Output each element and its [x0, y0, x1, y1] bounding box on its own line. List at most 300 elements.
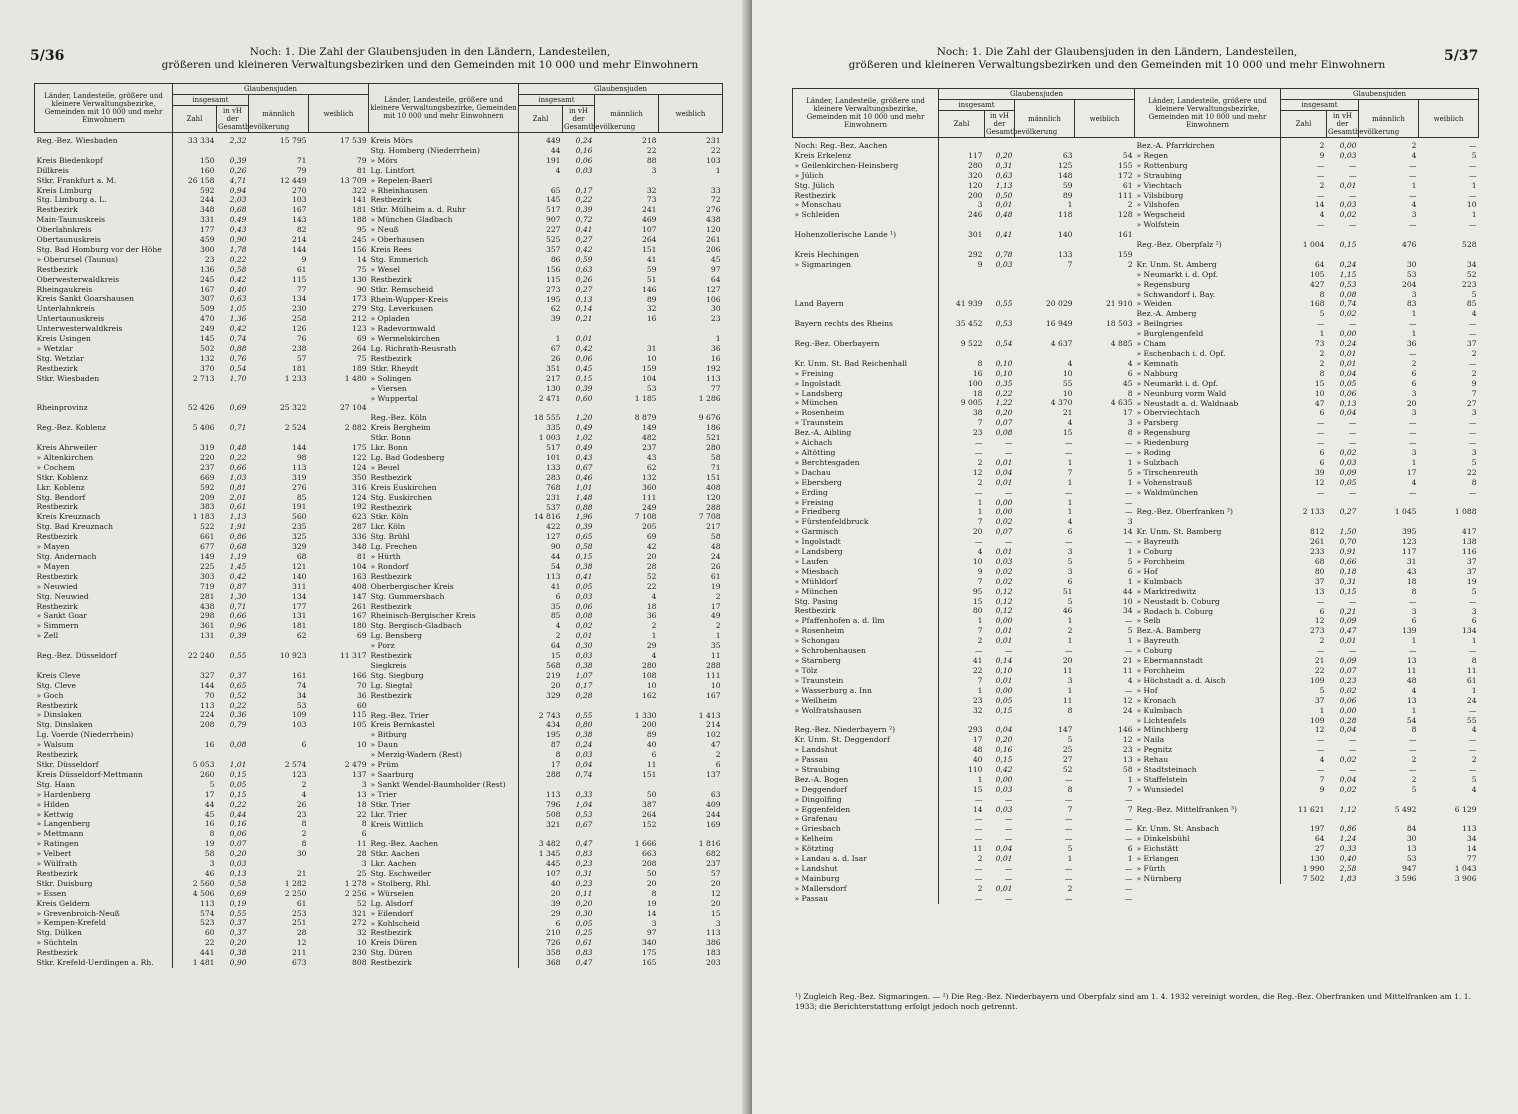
total-count: 130 [546, 383, 561, 393]
female-count: — [1124, 447, 1133, 457]
region-name: » Sankt Goar [35, 611, 173, 621]
table-row [1135, 844, 1479, 854]
female-count: 3 [361, 779, 367, 789]
table-row [35, 750, 369, 760]
percent-of-population [1327, 517, 1359, 527]
male-count: 560 [292, 512, 307, 522]
female-count: 12 [1122, 695, 1133, 705]
male-count: — [1064, 774, 1073, 784]
male-count: 98 [296, 452, 307, 462]
total-count: 523 [200, 918, 215, 928]
percent-of-population: 0,66 [229, 462, 247, 472]
total-count: 4 [1319, 210, 1325, 220]
header-maennlich: männlich [1015, 100, 1075, 138]
region-name: » Neuwied [35, 582, 173, 592]
region-name: » Dingolfing [793, 795, 939, 805]
female-count: 58 [710, 532, 721, 542]
total-count: 293 [968, 725, 983, 735]
region-name: » Starnberg [793, 656, 939, 666]
table-row [793, 696, 1135, 706]
total-count: 5 [209, 779, 215, 789]
total-count [1281, 795, 1327, 805]
male-count: 3 [1067, 547, 1073, 557]
total-count: — [1316, 735, 1325, 745]
total-count: 9 [1319, 784, 1325, 794]
total-count [173, 750, 217, 760]
region-name [1135, 795, 1281, 805]
male-count: 241 [642, 205, 657, 215]
total-count [173, 730, 217, 740]
male-count: 3 596 [1394, 873, 1417, 883]
footnote: ¹) Zugleich Reg.-Bez. Sigmaringen. — ²) Die Reg.-Bez. Niederbayern und Oberpfalz sind am 1. 4. 1932 vereinigt worden, die Reg.-Bez. Oberfranken und Mittelfranken am 1. 1. 1933; die Berichterstattung erfolgt jedoch noch getrennt. [795, 992, 1471, 1011]
region-name: Reg.-Bez. Niederbayern ²) [793, 725, 939, 735]
percent-of-population: 0,12 [995, 596, 1013, 606]
female-count: — [1468, 329, 1477, 339]
male-count: 40 [646, 740, 657, 750]
male-count: 68 [296, 551, 307, 561]
female-count [1075, 715, 1135, 725]
table-row [35, 710, 369, 720]
male-count: — [1408, 190, 1417, 200]
female-count: 8 [1127, 428, 1133, 438]
table-row [369, 423, 723, 433]
percent-of-population [985, 280, 1015, 290]
male-count: 238 [292, 344, 307, 354]
male-count [1359, 498, 1419, 508]
region-name: Kreis Usingen [35, 334, 173, 344]
total-count: — [974, 893, 983, 903]
male-count: — [1408, 160, 1417, 170]
percent-of-population: 0,31 [575, 869, 593, 879]
female-count: 9 [1471, 378, 1477, 388]
female-count: — [1468, 190, 1477, 200]
region-name: » Burglengenfeld [1135, 329, 1281, 339]
total-count [173, 413, 217, 423]
table-row [35, 156, 369, 166]
female-count: 5 [1471, 586, 1477, 596]
total-count: 9 [1319, 150, 1325, 160]
header-maennlich: männlich [595, 95, 659, 133]
total-count: 131 [200, 631, 215, 641]
male-count: 25 322 [279, 403, 307, 413]
table-row [35, 958, 369, 968]
female-count: 2 [715, 621, 721, 631]
total-count: — [1316, 319, 1325, 329]
table-row [793, 191, 1135, 201]
female-count: 60 [356, 700, 367, 710]
region-name: Kr. Unm. St. Deggendorf [793, 735, 939, 745]
male-count: 208 [642, 859, 657, 869]
male-count: 1 [1411, 329, 1417, 339]
male-count: 63 [1062, 150, 1073, 160]
male-count: — [1408, 745, 1417, 755]
table-row [1135, 706, 1479, 716]
table-row [35, 691, 369, 701]
female-count: 386 [706, 938, 721, 948]
percent-of-population: 0,01 [995, 200, 1013, 210]
region-name: Lkr. Bonn [369, 443, 519, 453]
region-name: » Kronach [1135, 696, 1281, 706]
male-count: 8 [1411, 586, 1417, 596]
percent-of-population: 0,20 [229, 938, 247, 948]
male-count: 3 [1411, 388, 1417, 398]
table-row [369, 740, 723, 750]
female-count: 276 [706, 205, 721, 215]
region-name: Stg. Homberg (Niederrhein) [369, 146, 519, 156]
region-name: Stkr. Krefeld-Uerdingen a. Rh. [35, 958, 173, 968]
region-name: Kreis Rees [369, 245, 519, 255]
region-name: Bayern rechts des Rheins [793, 319, 939, 329]
region-name: Stg. Euskirchen [369, 493, 519, 503]
table-row [793, 537, 1135, 547]
female-count: 682 [706, 849, 721, 859]
percent-of-population: 0,67 [575, 462, 593, 472]
header-pct: in vH der Gesamtbevölkerung [1328, 112, 1400, 136]
region-name: » Simmern [35, 621, 173, 631]
total-count: — [1316, 596, 1325, 606]
female-count: 280 [706, 443, 721, 453]
table-row [369, 285, 723, 295]
region-name: Kr. Unm. St. Amberg [1135, 260, 1281, 270]
percent-of-population: 0,39 [575, 383, 593, 393]
female-count: — [1468, 141, 1477, 150]
table-row [369, 483, 723, 493]
female-count: 19 [710, 581, 721, 591]
total-count: 195 [546, 294, 561, 304]
percent-of-population: 0,49 [575, 423, 593, 433]
total-count: 6 [1319, 457, 1325, 467]
female-count: 350 [352, 472, 367, 482]
female-count: 6 [715, 760, 721, 770]
total-count [519, 780, 563, 790]
total-count: 2 [1319, 636, 1325, 646]
male-count: 42 [646, 542, 657, 552]
region-name: » Eggenfelden [793, 805, 939, 815]
total-count [173, 661, 217, 671]
percent-of-population: 0,20 [229, 849, 247, 859]
percent-of-population: 0,37 [229, 928, 247, 938]
region-name: » Goch [35, 691, 173, 701]
female-count: 7 [1471, 388, 1477, 398]
male-count: 103 [292, 720, 307, 730]
female-count: 113 [1462, 824, 1477, 834]
total-count: 351 [546, 363, 561, 373]
table-row [1135, 339, 1479, 349]
region-name: Oberlahnkreis [35, 225, 173, 235]
percent-of-population: 0,09 [1339, 656, 1357, 666]
region-name [35, 641, 173, 651]
total-count: 132 [200, 353, 215, 363]
left-page [0, 0, 752, 1114]
total-count: 459 [200, 235, 215, 245]
percent-of-population: 0,58 [575, 542, 593, 552]
male-count: 31 [646, 344, 657, 354]
table-row [369, 354, 723, 364]
male-count: 1 [1411, 309, 1417, 319]
percent-of-population: 0,66 [229, 611, 247, 621]
table-row [793, 814, 1135, 824]
total-count: 68 [1314, 557, 1325, 566]
table-row [1135, 359, 1479, 369]
region-name: » Viersen [369, 384, 519, 394]
table-row [35, 839, 369, 849]
male-count [249, 413, 309, 423]
table-row [793, 686, 1135, 696]
region-name: » Hof [1135, 567, 1281, 577]
total-count [1281, 517, 1327, 527]
total-count: 246 [968, 210, 983, 220]
percent-of-population: 2,32 [229, 136, 247, 145]
total-count: 1 [1319, 329, 1325, 339]
total-count: 52 426 [187, 403, 215, 413]
percent-of-population: 0,04 [1339, 725, 1357, 735]
percent-of-population: 0,71 [229, 423, 247, 433]
region-name: Kreis Bergheim [369, 423, 519, 433]
total-count: 370 [200, 363, 215, 373]
region-name: Lkr. Trier [369, 810, 519, 820]
table-row [35, 176, 369, 186]
total-count: — [1316, 170, 1325, 180]
male-count: 113 [292, 462, 307, 472]
female-count: 134 [1462, 626, 1477, 636]
region-name: » Wegscheid [1135, 210, 1281, 220]
male-count: 4 [1067, 358, 1073, 368]
male-count: 230 [292, 304, 307, 314]
female-count: 175 [352, 443, 367, 453]
total-count: 210 [546, 928, 561, 938]
female-count: 4 [1127, 675, 1133, 685]
region-name: » Walsum [35, 740, 173, 750]
table-row [793, 498, 1135, 508]
female-count: 77 [710, 383, 721, 393]
percent-of-population: 0,71 [229, 601, 247, 611]
female-count: 8 [1471, 477, 1477, 487]
female-count: 123 [352, 324, 367, 334]
region-name: Noch: Reg.-Bez. Aachen [793, 138, 939, 151]
total-count: 288 [546, 769, 561, 779]
percent-of-population: 0,55 [575, 710, 593, 720]
region-name: Restbezirk [35, 701, 173, 711]
male-count: 5 [1067, 556, 1073, 566]
percent-of-population: 0,42 [229, 571, 247, 581]
table-row [369, 186, 723, 196]
table-row [369, 384, 723, 394]
region-name: » Höchstadt a. d. Aisch [1135, 676, 1281, 686]
male-count: 23 [296, 809, 307, 819]
total-count: 1 004 [1302, 240, 1325, 250]
female-count: 4 635 [1110, 398, 1133, 408]
male-count: — [1064, 487, 1073, 497]
region-name [793, 290, 939, 300]
percent-of-population: 0,04 [575, 760, 593, 770]
total-count: 249 [200, 324, 215, 334]
table-row [1135, 616, 1479, 626]
region-name: Bez.-A. Pfarrkirchen [1135, 138, 1281, 151]
female-count: 104 [352, 561, 367, 571]
total-count: 303 [200, 571, 215, 581]
female-count: 106 [706, 294, 721, 304]
female-count: 24 [710, 552, 721, 562]
male-count: 140 [1058, 230, 1073, 240]
male-count: 1 [1067, 457, 1073, 467]
table-row [793, 676, 1135, 686]
region-name: Reg.-Bez. Oberfranken ³) [1135, 507, 1281, 517]
total-count: 10 [972, 556, 983, 566]
percent-of-population [217, 750, 249, 760]
table-row [369, 720, 723, 730]
data-table-left-1 [34, 83, 369, 968]
female-count [1075, 290, 1135, 300]
total-count: 18 555 [533, 413, 561, 423]
percent-of-population: 0,28 [575, 690, 593, 700]
region-name: » Geilenkirchen-Heinsberg [793, 161, 939, 171]
region-name: Lg. Siegtal [369, 681, 519, 691]
male-count: 53 [1406, 854, 1417, 864]
total-count: 113 [200, 898, 215, 908]
percent-of-population: 0,04 [995, 844, 1013, 854]
percent-of-population: 0,68 [229, 205, 247, 215]
table-row [35, 631, 369, 641]
female-count: 25 [356, 868, 367, 878]
total-count: 320 [968, 170, 983, 180]
total-count: 23 [204, 254, 215, 264]
region-name [1135, 815, 1281, 825]
female-count: 32 [356, 928, 367, 938]
table-row [35, 651, 369, 661]
table-row [793, 725, 1135, 735]
female-count: 288 [706, 502, 721, 512]
male-count [595, 829, 659, 839]
percent-of-population [1327, 230, 1359, 240]
region-name: » Bayreuth [1135, 537, 1281, 547]
total-count: 17 [972, 735, 983, 745]
percent-of-population: 0,37 [229, 670, 247, 680]
female-count: 61 [1466, 675, 1477, 685]
male-count: — [1408, 170, 1417, 180]
percent-of-population: — [1348, 487, 1357, 497]
male-count: 140 [292, 571, 307, 581]
percent-of-population [563, 324, 595, 334]
table-row [1135, 676, 1479, 686]
percent-of-population: 0,58 [229, 878, 247, 888]
total-count: 438 [200, 601, 215, 611]
male-count: 947 [1402, 864, 1417, 874]
table-row [1135, 220, 1479, 230]
total-count: 127 [546, 532, 561, 542]
table-row [793, 181, 1135, 191]
total-count: 120 [968, 180, 983, 190]
female-count: 19 [1466, 576, 1477, 586]
percent-of-population: 0,20 [995, 150, 1013, 160]
region-name: » Straubing [1135, 171, 1281, 181]
total-count: 156 [546, 264, 561, 274]
table-row [1135, 210, 1479, 220]
female-count: 127 [706, 284, 721, 294]
region-name: Kreis Limburg [35, 186, 173, 196]
table-row [793, 656, 1135, 666]
male-count: 13 [1406, 844, 1417, 854]
table-row [1135, 775, 1479, 785]
percent-of-population: 0,05 [1339, 477, 1357, 487]
percent-of-population: 0,83 [575, 849, 593, 859]
female-count: 2 [1471, 349, 1477, 358]
percent-of-population: 0,10 [995, 665, 1013, 675]
region-name: » Ingolstadt [793, 537, 939, 547]
region-name: Untertaunuskreis [35, 314, 173, 324]
header-region: Länder, Landesteile, größere und kleinere Verwaltungsbezirke, Gemeinden mit 10 000 und mehr Einwohnern [35, 84, 173, 133]
region-name: » Wolfratshausen [793, 706, 939, 716]
female-count: 6 [1127, 566, 1133, 576]
percent-of-population: 0,12 [995, 586, 1013, 596]
female-count: 167 [706, 690, 721, 700]
female-count: 115 [352, 710, 367, 720]
region-name: Stkr. Koblenz [35, 473, 173, 483]
table-row [793, 894, 1135, 904]
table-row [1135, 656, 1479, 666]
male-count: 125 [1058, 160, 1073, 170]
region-name: Restbezirk [35, 364, 173, 374]
table-row [369, 503, 723, 513]
region-name [793, 309, 939, 319]
female-count: — [1468, 160, 1477, 170]
region-name: » Sulzbach [1135, 458, 1281, 468]
total-count: 1 481 [192, 958, 215, 968]
region-name: » Regensburg [1135, 280, 1281, 290]
table-row [35, 938, 369, 948]
table-row [1135, 735, 1479, 745]
percent-of-population: 0,41 [575, 571, 593, 581]
total-count: 45 [204, 809, 215, 819]
male-count: 280 [642, 661, 657, 671]
male-count: 2 [1067, 626, 1073, 636]
percent-of-population: 0,48 [229, 443, 247, 453]
table-row [369, 879, 723, 889]
region-name: Restbezirk [369, 354, 519, 364]
male-count: 18 [646, 601, 657, 611]
total-count: 62 [550, 304, 561, 314]
total-count: 113 [546, 571, 561, 581]
percent-of-population: 0,22 [995, 388, 1013, 398]
total-count: 15 [1314, 378, 1325, 388]
table-row [369, 463, 723, 473]
table-row [1135, 557, 1479, 567]
female-count: 111 [1118, 190, 1133, 200]
female-count [1075, 329, 1135, 339]
header-maennlich: männlich [1359, 100, 1419, 138]
male-count: 8 [1411, 725, 1417, 735]
region-name: » Laufen [793, 557, 939, 567]
region-name: Lg. Lintfort [369, 166, 519, 176]
percent-of-population: 0,12 [995, 606, 1013, 616]
male-count: 28 [646, 561, 657, 571]
female-count: 11 [1466, 665, 1477, 675]
percent-of-population: 0,00 [995, 497, 1013, 507]
percent-of-population: 0,38 [575, 661, 593, 671]
percent-of-population: 0,24 [575, 740, 593, 750]
region-name: » Hürth [369, 552, 519, 562]
percent-of-population: 0,05 [575, 581, 593, 591]
total-count: 361 [200, 621, 215, 631]
male-count [1359, 230, 1419, 240]
region-name: Lkr. Köln [369, 522, 519, 532]
total-count: 39 [1314, 467, 1325, 477]
female-count [659, 403, 723, 413]
total-count: 8 [1319, 289, 1325, 299]
male-count: 167 [292, 205, 307, 215]
male-count: 360 [642, 482, 657, 492]
percent-of-population: — [1004, 438, 1013, 448]
total-count: 1 [977, 507, 983, 517]
